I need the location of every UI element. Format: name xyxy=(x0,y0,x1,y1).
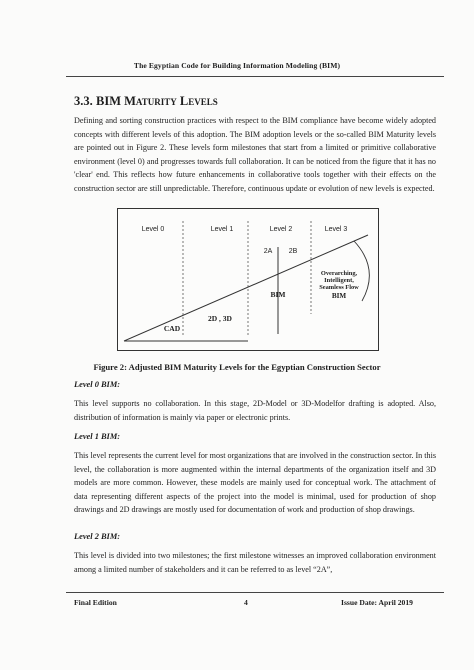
label-level-0: Level 0 xyxy=(141,226,165,233)
label-2d-3d: 2D , 3D xyxy=(208,314,232,323)
level2-paragraph: This level is divided into two milestones; the first milestone witnesses an improved collaboration environment among a limited number of stakeholders and it can be referred to as level “2A”, xyxy=(74,551,436,574)
footer-edition: Final Edition xyxy=(74,598,117,607)
footer-rule xyxy=(66,592,444,593)
bim-maturity-figure xyxy=(117,208,379,351)
label-level-3: Level 3 xyxy=(324,226,348,233)
intro-paragraph: Defining and sorting construction practices with respect to the BIM compliance have become widely adopted concepts with different levels of this adoption. The BIM adoption levels or the so-called BIM Maturity levels are pointed out in Figure 2. These levels form milestones that start from a limited or primitive collaborative environment (level 0) and progresses towards full collaboration. It can be noticed from the figure that it has no 'clear' end. This reflects how future enhancements in collaborative tools together with their effects on the construction sector are still unpredictable. Therefore, continuous update or evolution of new levels is expected. xyxy=(74,116,436,193)
level0-heading: Level 0 BIM: xyxy=(74,380,121,389)
label-cad: CAD xyxy=(163,324,181,333)
label-level-1: Level 1 xyxy=(210,226,234,233)
label-2b: 2B xyxy=(288,248,298,255)
header-rule xyxy=(66,76,444,77)
label-2a: 2A xyxy=(263,248,273,255)
bim-maturity-diagram xyxy=(118,209,378,350)
level2-heading: Level 2 BIM: xyxy=(74,532,121,541)
level3-line-2: Intelligent, xyxy=(324,277,354,284)
label-bim-level2: BIM xyxy=(270,290,286,299)
running-header: The Egyptian Code for Building Information Modeling (BIM) xyxy=(133,61,341,70)
section-title: BIM Maturity Levels xyxy=(96,94,218,108)
section-number: 3.3. xyxy=(74,94,93,108)
page-number: 4 xyxy=(244,598,248,607)
figure-caption: Figure 2: Adjusted BIM Maturity Levels for the Egyptian Construction Sector xyxy=(93,362,381,372)
level1-heading: Level 1 BIM: xyxy=(74,432,121,441)
level1-paragraph: This level represents the current level for most organizations that are involved in the construction sector. In this level, the collaboration is more augmented within the internal departments of the organization itself and 3D models are more common. However, these models are mainly used for conceptual work. The attachment of data representing different aspects of the project into the model is minimal, used for production of shop drawings and 2D drawings are mostly used for documentation of work and production of shop drawings. xyxy=(74,451,436,515)
footer-issue-date: Issue Date: April 2019 xyxy=(341,598,413,607)
level3-line-3: Seamless Flow xyxy=(319,284,359,291)
level0-paragraph: This level supports no collaboration. In this stage, 2D-Model or 3D-Modelfor drafting is adopted. Also, distribution of information is mainly via paper or electronic prints. xyxy=(74,399,436,422)
label-level-2: Level 2 xyxy=(269,226,293,233)
level3-line-1: Overarching, xyxy=(320,270,358,277)
label-bim-level3: BIM xyxy=(331,292,347,300)
